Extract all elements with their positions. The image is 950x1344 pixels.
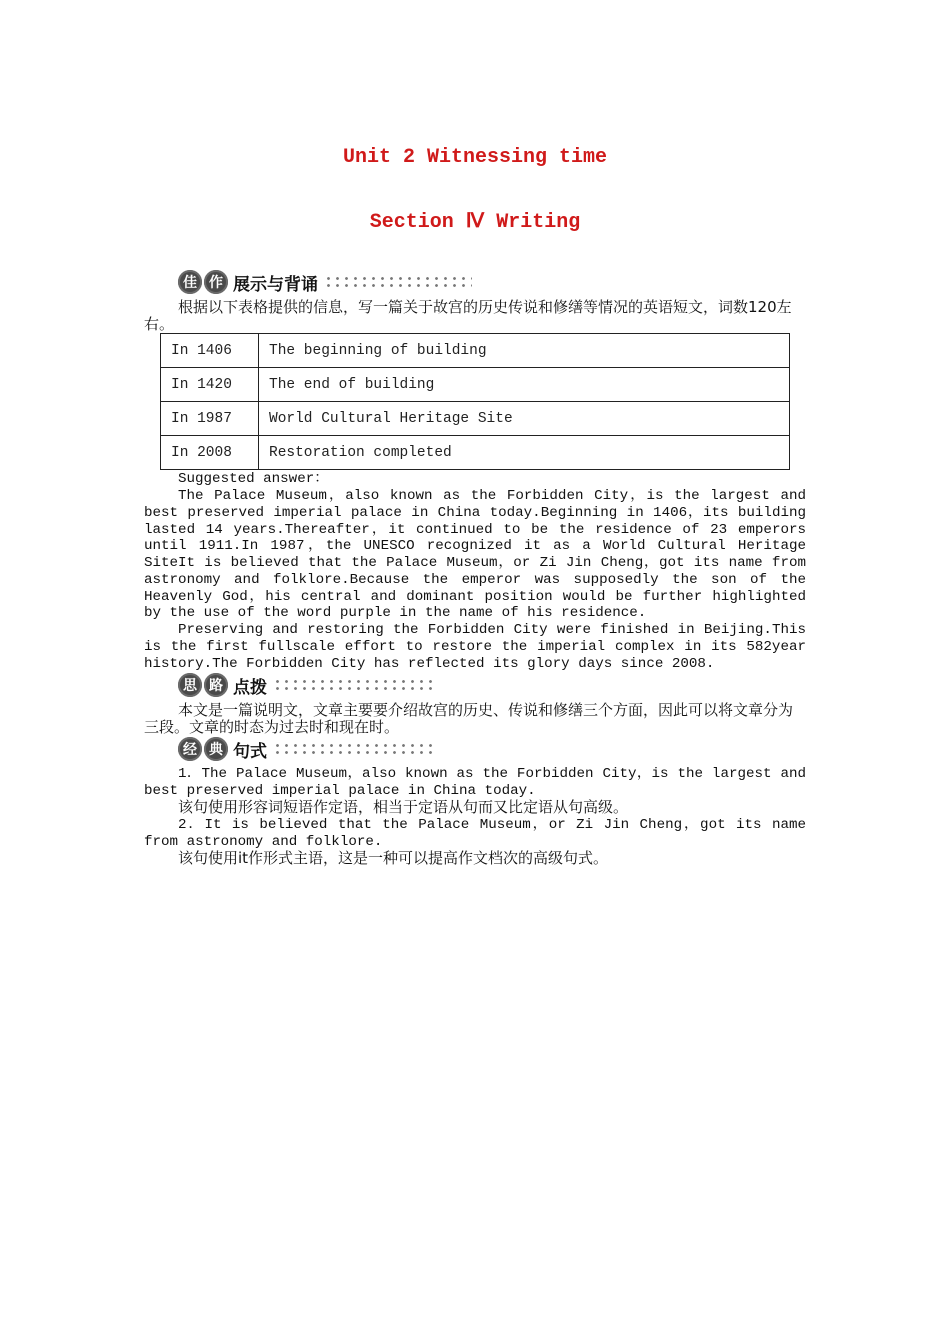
- section-header-sentences: [178, 736, 433, 762]
- table-row: [161, 368, 790, 402]
- sentence-2-english: 2．It is believed that the Palace Museum，or Zi Jin Cheng，got its name from astronomy and folklore.: [144, 817, 806, 850]
- table-cell-year: In 2008: [161, 436, 259, 470]
- answer-paragraph-3: Preserving and restoring the Forbidden City were finished in Beijing.This is the first fullscale effort to restore the imperial complex in its 582year history.The Forbidden City has reflected its glory days since 2008.: [144, 622, 806, 672]
- table-cell-event: Restoration completed: [259, 436, 790, 470]
- sentence-1-note: 该句使用形容词短语作定语，相当于定语从句而又比定语从句高级。: [178, 798, 629, 816]
- section-header-analysis: [178, 672, 433, 698]
- badge-char: 作: [204, 270, 228, 294]
- section-header-text: 展示与背诵: [233, 274, 318, 295]
- intro-text: 根据以下表格提供的信息，写一篇关于故宫的历史传说和修缮等情况的英语短文，词数120左右。: [144, 298, 792, 333]
- table-cell-year: In 1987: [161, 402, 259, 436]
- answer-paragraph-1: The Palace Museum，also known as the Forbidden City，is the largest and best preserved imperial palace in China today.Beginning in 1406，its building lasted 14 years.Thereafter，it continued to be the residence of 23 emperors until 1911.In 1987，the UNESCO recognized it as a World Cultural Heritage Site.: [144, 488, 806, 572]
- table-row: [161, 402, 790, 436]
- table-cell-year: In 1406: [161, 334, 259, 368]
- table-cell-year: In 1420: [161, 368, 259, 402]
- answer-label: Suggested answer：: [178, 471, 329, 487]
- table-row: [161, 334, 790, 368]
- section-header-text: 句式: [233, 741, 267, 762]
- unit-title: Unit 2 Witnessing time: [342, 146, 608, 169]
- answer-paragraph-2: It is believed that the Palace Museum，or Zi Jin Cheng，got its name from astronomy and folklore.Because the emperor was supposedly the son of the Heavenly God，his central and dominant position would be further highlighted by the use of the word purple in the name of his residence.: [144, 555, 806, 622]
- info-table: [160, 333, 790, 470]
- dotted-rule: [324, 275, 472, 289]
- section-title: Section Ⅳ Writing: [369, 211, 581, 234]
- badge-char: 佳: [178, 270, 202, 294]
- analysis-text: 本文是一篇说明文，文章主要要介绍故宫的历史、传说和修缮三个方面，因此可以将文章分为三段。文章的时态为过去时和现在时。: [144, 701, 794, 736]
- table-cell-event: The beginning of building: [259, 334, 790, 368]
- badge-char: 路: [204, 673, 228, 697]
- sentence-1-english: 1．The Palace Museum，also known as the Forbidden City，is the largest and best preserved imperial palace in China today.: [144, 766, 806, 799]
- table-cell-event: The end of building: [259, 368, 790, 402]
- sentence-2-note: 该句使用it作形式主语，这是一种可以提高作文档次的高级句式。: [178, 849, 609, 867]
- section-header-model-essay: [178, 269, 472, 295]
- table-row: [161, 436, 790, 470]
- badge-char: 思: [178, 673, 202, 697]
- dotted-rule: [273, 678, 433, 692]
- section-header-text: 点拨: [233, 677, 267, 698]
- table-cell-event: World Cultural Heritage Site: [259, 402, 790, 436]
- badge-char: 经: [178, 737, 202, 761]
- dotted-rule: [273, 742, 433, 756]
- badge-char: 典: [204, 737, 228, 761]
